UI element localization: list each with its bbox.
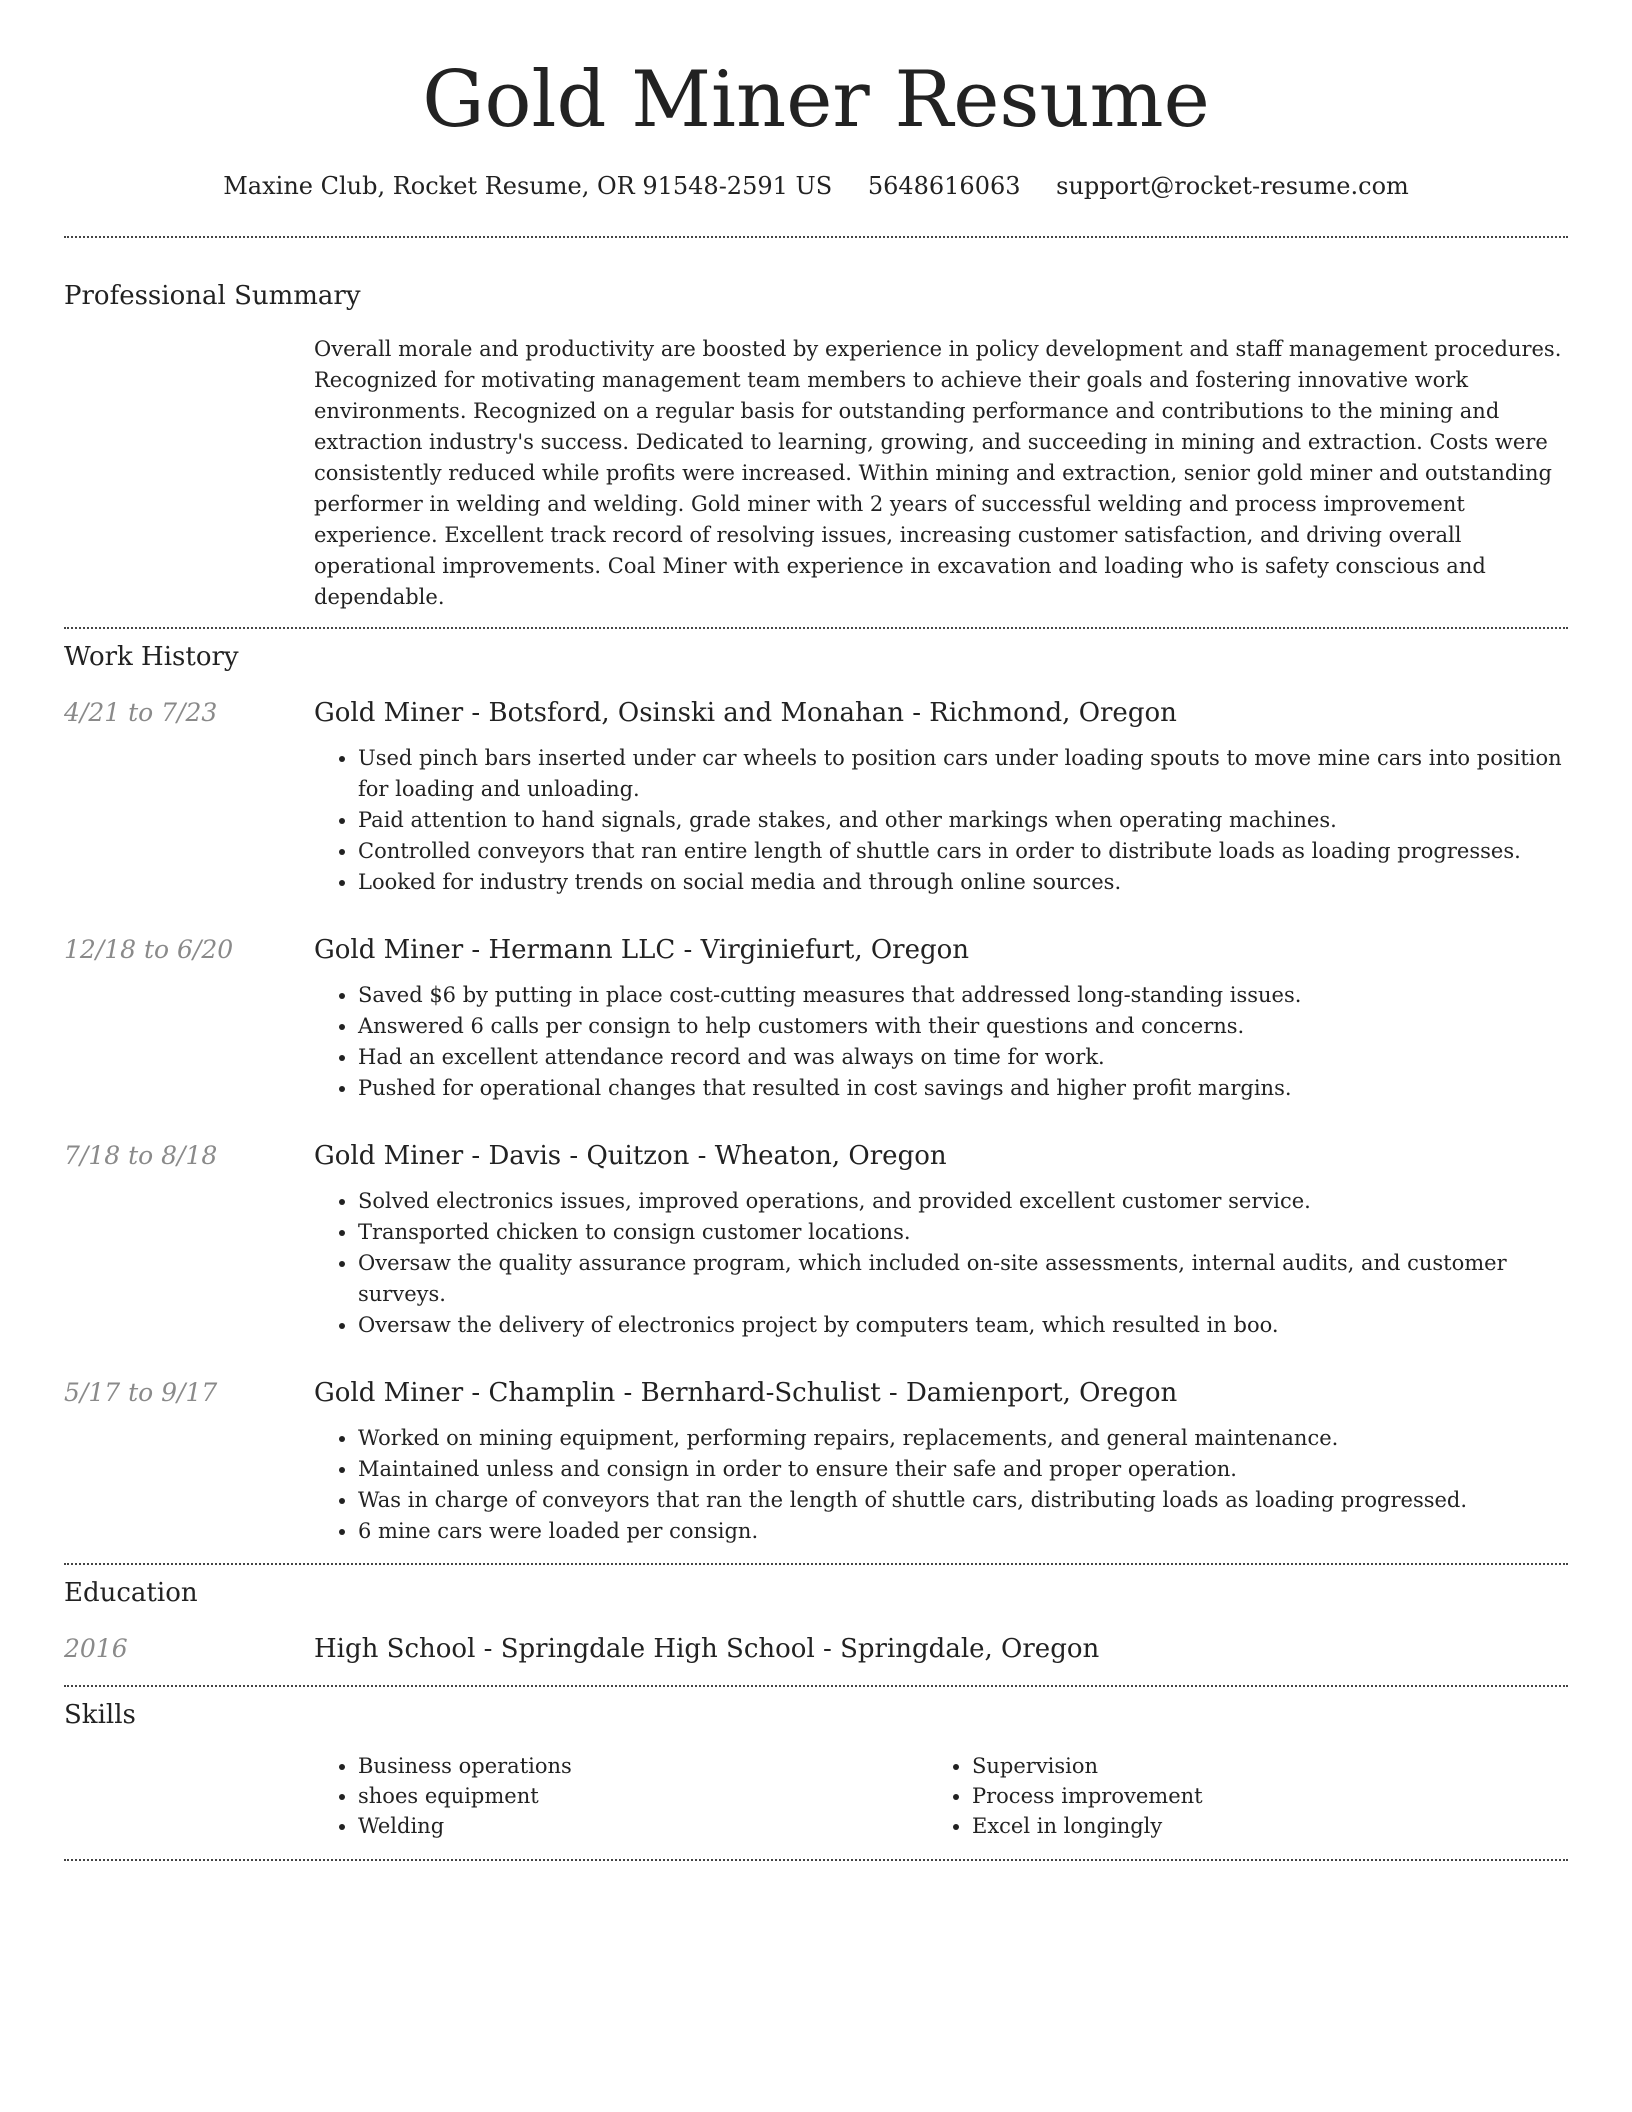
- list-item: • Maintained unless and consign in order to ensure their safe and proper operation.: [358, 1454, 1568, 1485]
- summary-text: Overall morale and productivity are boosted by experience in policy development and staff management procedures. Recognized for motivating management team members to achieve their goals and fostering innovative work environments. Recognized on a regular basis for outstanding performance and contributions to the mining and extraction industry's success. Dedicated to learning, growing, and succeeding in mining and extraction. Costs were consistently reduced while profits were increased. Within mining and extraction, senior gold miner and outstanding performer in welding and welding. Gold miner with 2 years of successful welding and process improvement experience. Excellent track record of resolving issues, increasing customer satisfaction, and driving overall operational improvements. Coal Miner with experience in excavation and loading who is safety conscious and dependable.: [314, 337, 1562, 609]
- list-item: • Controlled conveyors that ran entire length of shuttle cars in order to distribute loads as loading progresses.: [358, 836, 1568, 867]
- list-item: • Solved electronics issues, improved operations, and provided excellent customer service.: [358, 1186, 1568, 1217]
- list-item: • Transported chicken to consign customer locations.: [358, 1217, 1568, 1248]
- list-item: • Process improvement: [972, 1781, 1542, 1811]
- job-title: Gold Miner - Hermann LLC - Virginiefurt, Oregon: [314, 935, 970, 965]
- education-section: [64, 1577, 1568, 1665]
- education-entry: High School - Springdale High School - Springdale, Oregon: [314, 1634, 1100, 1664]
- contact-phone: 5648616063: [867, 172, 1021, 200]
- list-item: • Used pinch bars inserted under car wheels to position cars under loading spouts to move mine cars into position for loading and unloading.: [358, 743, 1568, 805]
- resume-title: Gold Miner Resume: [422, 55, 1210, 145]
- list-item: • 6 mine cars were loaded per consign.: [358, 1516, 1568, 1547]
- summary-heading: Professional Summary: [64, 281, 361, 311]
- list-item: • shoes equipment: [358, 1781, 928, 1811]
- job-entry: [64, 1377, 1568, 1547]
- job-entry: [64, 697, 1568, 898]
- job-dates: 4/21 to 7/23: [64, 698, 218, 727]
- work-heading: Work History: [64, 642, 239, 672]
- job-title: Gold Miner - Champlin - Bernhard-Schulist - Damienport, Oregon: [314, 1378, 1178, 1408]
- contact-email: support@rocket-resume.com: [1056, 172, 1409, 200]
- divider: [64, 1563, 1568, 1565]
- list-item: • Answered 6 calls per consign to help customers with their questions and concerns.: [358, 1011, 1568, 1042]
- job-dates: 12/18 to 6/20: [64, 935, 234, 964]
- list-item: • Had an excellent attendance record and was always on time for work.: [358, 1042, 1568, 1073]
- work-section: [64, 641, 1568, 1547]
- list-item: • Paid attention to hand signals, grade stakes, and other markings when operating machines.: [358, 805, 1568, 836]
- job-dates: 5/17 to 9/17: [64, 1378, 218, 1407]
- list-item: • Was in charge of conveyors that ran the length of shuttle cars, distributing loads as loading progressed.: [358, 1485, 1568, 1516]
- list-item: • Pushed for operational changes that resulted in cost savings and higher profit margins.: [358, 1073, 1568, 1104]
- job-entry: [64, 934, 1568, 1104]
- summary-section: [64, 280, 1568, 613]
- job-bullets: [314, 1186, 1568, 1341]
- job-title: Gold Miner - Botsford, Osinski and Monahan - Richmond, Oregon: [314, 698, 1177, 728]
- skills-heading: Skills: [64, 1700, 136, 1730]
- divider: [64, 1685, 1568, 1687]
- job-bullets: [314, 980, 1568, 1104]
- list-item: • Looked for industry trends on social media and through online sources.: [358, 867, 1568, 898]
- job-dates: 7/18 to 8/18: [64, 1141, 218, 1170]
- contact-address: Maxine Club, Rocket Resume, OR 91548-2591 US: [223, 172, 833, 200]
- list-item: • Oversaw the quality assurance program, which included on-site assessments, internal audits, and customer surveys.: [358, 1248, 1568, 1310]
- list-item: • Excel in longingly: [972, 1811, 1542, 1841]
- list-item: • Business operations: [358, 1751, 928, 1781]
- list-item: • Welding: [358, 1811, 928, 1841]
- job-title: Gold Miner - Davis - Quitzon - Wheaton, Oregon: [314, 1141, 947, 1171]
- list-item: • Worked on mining equipment, performing repairs, replacements, and general maintenance.: [358, 1423, 1568, 1454]
- divider: [64, 236, 1568, 238]
- job-bullets: [314, 1423, 1568, 1547]
- resume-page: [64, 0, 1568, 1861]
- skills-list-left: [314, 1751, 928, 1841]
- divider: [64, 627, 1568, 629]
- skills-section: [64, 1699, 1568, 1841]
- list-item: • Saved $6 by putting in place cost-cutting measures that addressed long-standing issues.: [358, 980, 1568, 1011]
- list-item: • Oversaw the delivery of electronics project by computers team, which resulted in boo.: [358, 1310, 1568, 1341]
- job-bullets: [314, 743, 1568, 898]
- list-item: • Supervision: [972, 1751, 1542, 1781]
- education-year: 2016: [64, 1634, 128, 1663]
- divider: [64, 1859, 1568, 1861]
- education-heading: Education: [64, 1578, 198, 1608]
- skills-list-right: [928, 1751, 1542, 1841]
- contact-line: [64, 170, 1568, 202]
- job-entry: [64, 1140, 1568, 1341]
